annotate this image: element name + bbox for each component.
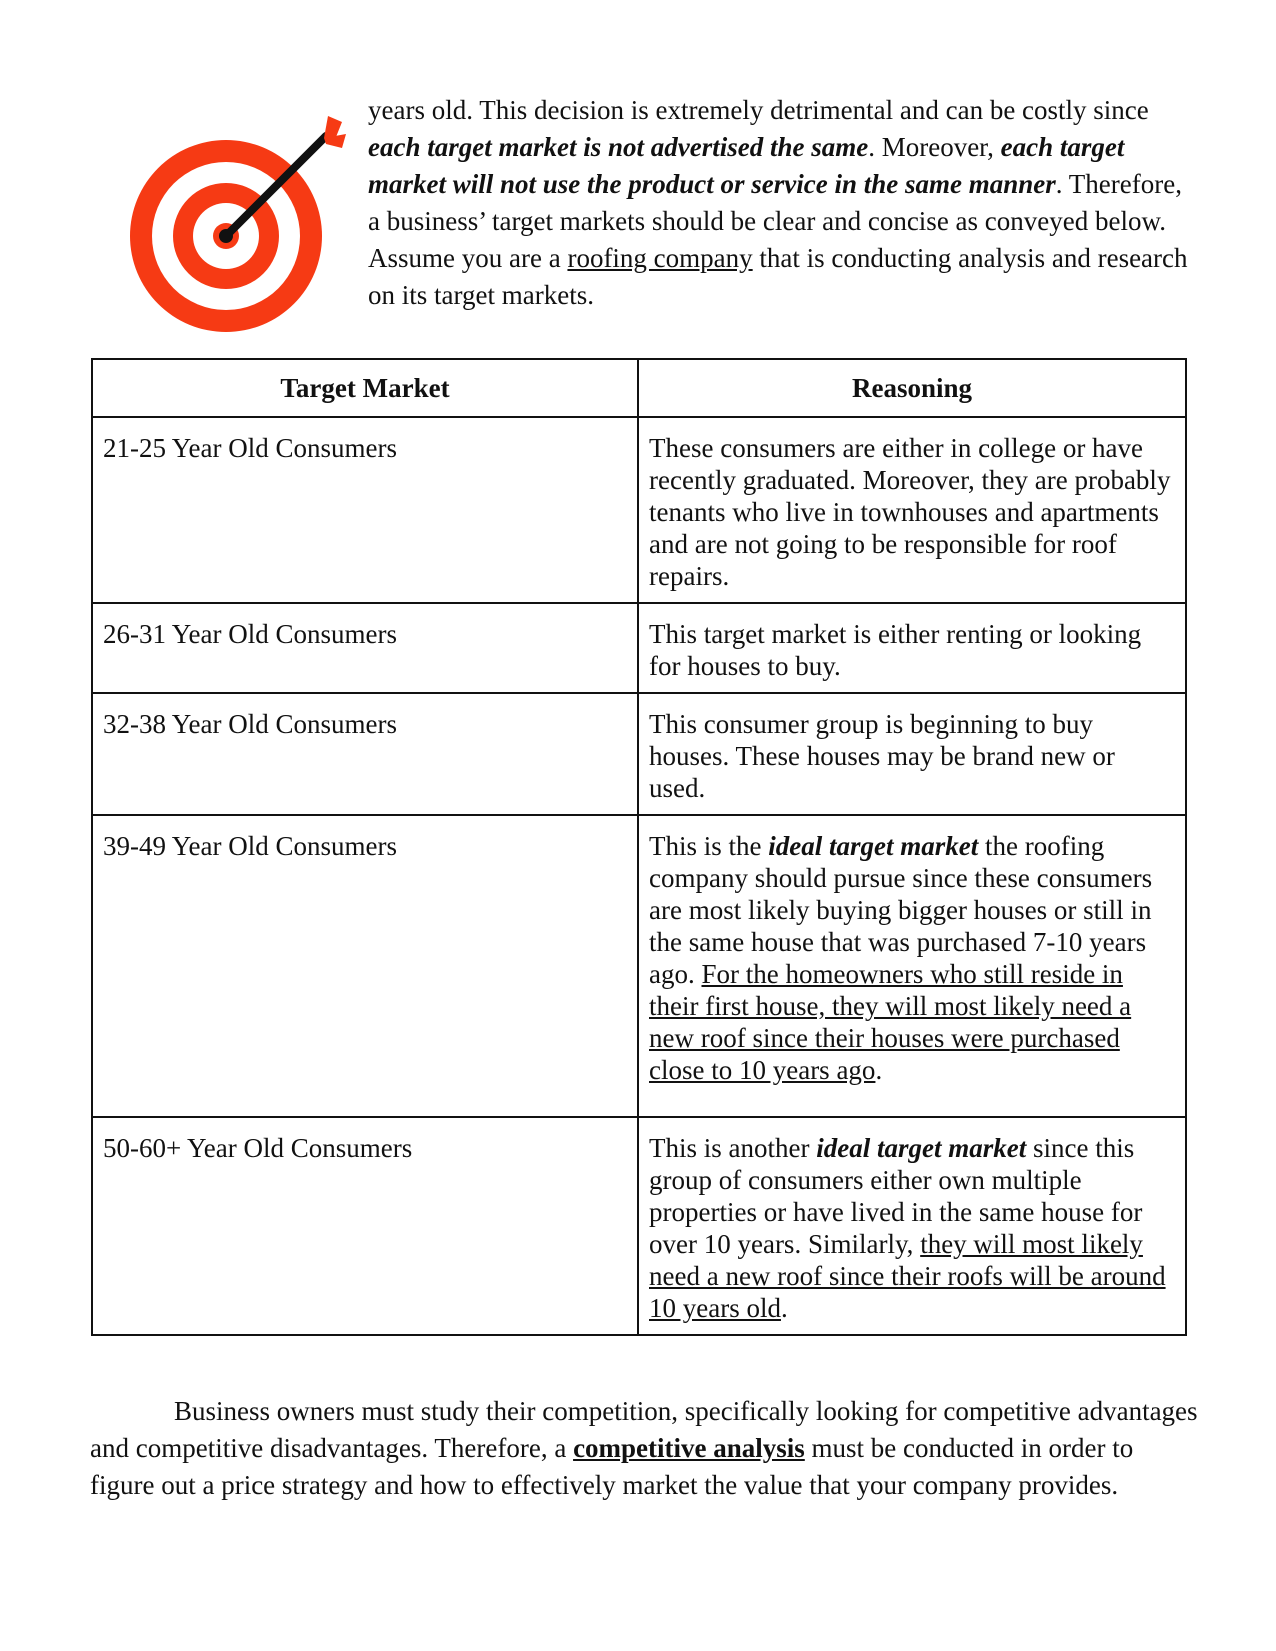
intro-text-4: that is conducting analysis and research on its target markets. bbox=[368, 243, 1188, 310]
market-cell: 50-60+ Year Old Consumers bbox=[92, 1117, 638, 1335]
intro-emphasis-2: each target market will not use the product or service in the same manner bbox=[368, 132, 1125, 199]
closing-emphasis-competitive-analysis: competitive analysis bbox=[573, 1433, 805, 1463]
reasoning-text: This is another bbox=[649, 1133, 810, 1163]
reasoning-text: . bbox=[875, 1055, 883, 1085]
intro-section bbox=[90, 92, 1200, 342]
reasoning-cell bbox=[638, 815, 1186, 1117]
reasoning-cell bbox=[638, 693, 1186, 815]
target-bullseye-icon bbox=[128, 112, 360, 332]
table-row bbox=[92, 603, 1186, 693]
closing-paragraph bbox=[90, 1393, 1198, 1504]
reasoning-text: since this group of consumers either own multiple properties or have lived in the same house for over 10 years. Similarly, bbox=[649, 1133, 1143, 1259]
market-cell: 21-25 Year Old Consumers bbox=[92, 417, 638, 603]
market-cell: 26-31 Year Old Consumers bbox=[92, 603, 638, 693]
table-row bbox=[92, 693, 1186, 815]
closing-text-1: Business owners must study their competition, specifically looking for competitive advantages and competitive disadvantages. Therefore, a bbox=[90, 1396, 1198, 1463]
reasoning-underline: they will most likely need a new roof since their roofs will be around 10 years old bbox=[649, 1229, 1166, 1323]
closing-text-2: must be conducted in order to figure out a price strategy and how to effectively market the value that your company provides. bbox=[90, 1433, 1134, 1500]
reasoning-text: the roofing company should pursue since these consumers are most likely buying bigger houses or still in the same house that was purchased 7-10 years ago. bbox=[649, 831, 1153, 989]
table-row bbox=[92, 417, 1186, 603]
reasoning-text: This target market is either renting or looking for houses to buy. bbox=[649, 619, 1142, 681]
table-header-row bbox=[92, 359, 1186, 417]
reasoning-emphasis: ideal target market bbox=[768, 831, 979, 861]
reasoning-cell bbox=[638, 603, 1186, 693]
reasoning-underline: For the homeowners who still reside in their first house, they will most likely need a new roof since their houses were purchased close to 10 years ago bbox=[649, 959, 1132, 1085]
reasoning-emphasis: ideal target market bbox=[816, 1133, 1027, 1163]
intro-text-1: years old. This decision is extremely detrimental and can be costly since bbox=[368, 95, 1149, 125]
market-cell: 32-38 Year Old Consumers bbox=[92, 693, 638, 815]
table-row bbox=[92, 815, 1186, 1117]
reasoning-cell bbox=[638, 417, 1186, 603]
header-reasoning: Reasoning bbox=[638, 359, 1186, 417]
reasoning-cell bbox=[638, 1117, 1186, 1335]
header-target-market: Target Market bbox=[92, 359, 638, 417]
intro-paragraph bbox=[368, 92, 1198, 314]
intro-underline-roofing-company: roofing company bbox=[567, 243, 753, 273]
intro-text-3: . Therefore, a business’ target markets should be clear and concise as conveyed below. Assume you are a bbox=[368, 169, 1182, 273]
target-market-table bbox=[91, 358, 1187, 1336]
market-cell: 39-49 Year Old Consumers bbox=[92, 815, 638, 1117]
reasoning-text: This is the bbox=[649, 831, 762, 861]
reasoning-text: These consumers are either in college or have recently graduated. Moreover, they are probably tenants who live in townhouses and apartments and are not going to be responsible for roof repairs. bbox=[649, 433, 1171, 591]
intro-text-2: . Moreover, bbox=[868, 132, 994, 162]
reasoning-text: . bbox=[780, 1293, 788, 1323]
intro-emphasis-1: each target market is not advertised the same bbox=[368, 132, 869, 162]
reasoning-text: This consumer group is beginning to buy houses. These houses may be brand new or used. bbox=[649, 709, 1115, 803]
table-row bbox=[92, 1117, 1186, 1335]
